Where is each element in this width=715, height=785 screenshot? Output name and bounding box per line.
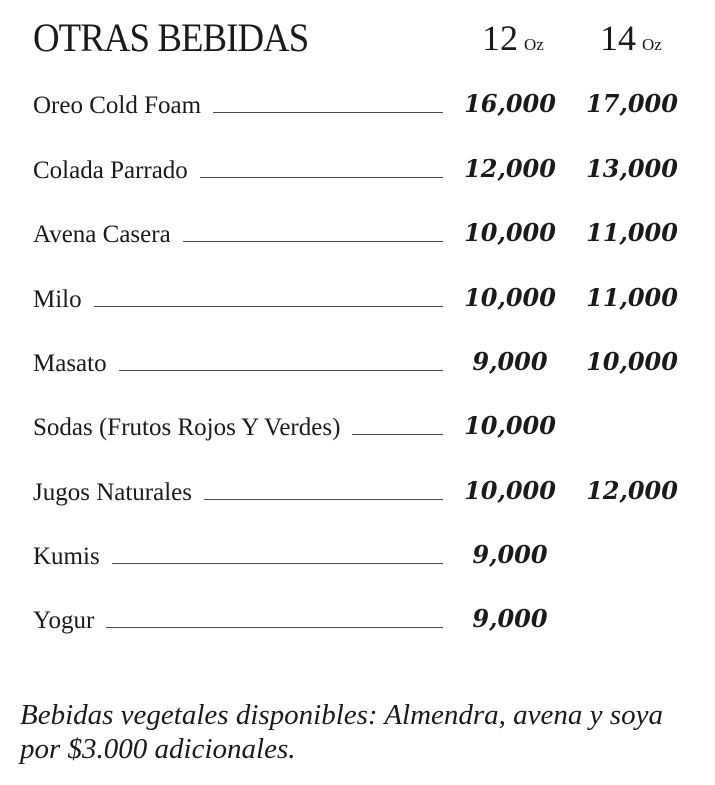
menu-row [0,219,715,259]
size-unit: Oz [642,35,662,54]
size-number: 14 [600,18,636,58]
footnote: Bebidas vegetales disponibles: Almendra, avena y soya por $3.000 adicionales. [20,699,663,765]
menu-row [0,90,715,130]
price-12oz: 9,000 [472,347,548,376]
menu-header [0,0,715,70]
menu-row [0,412,715,452]
price-12oz: 10,000 [464,411,556,440]
menu-row [0,477,715,517]
size-header-12oz [482,18,544,65]
menu-title: OTRAS BEBIDAS [33,15,309,60]
size-unit: Oz [524,35,544,54]
size-number: 12 [482,18,518,58]
price-12oz: 10,000 [464,218,556,247]
item-name: Kumis [33,541,112,573]
price-14oz: 10,000 [586,347,678,376]
price-14oz: 17,000 [586,89,678,118]
menu-row [0,155,715,195]
item-name: Jugos Naturales [33,477,204,509]
menu-row [0,284,715,324]
price-14oz: 12,000 [586,476,678,505]
price-14oz: 11,000 [586,218,678,247]
menu-row [0,541,715,581]
item-name: Yogur [33,605,106,637]
menu-row [0,605,715,645]
price-12oz: 12,000 [464,154,556,183]
price-12oz: 9,000 [472,540,548,569]
item-name: Milo [33,284,94,316]
item-name: Oreo Cold Foam [33,90,213,122]
price-14oz: 13,000 [586,154,678,183]
price-12oz: 16,000 [464,89,556,118]
size-header-14oz [600,18,662,65]
item-name: Masato [33,348,119,380]
item-name: Colada Parrado [33,155,200,187]
price-12oz: 9,000 [472,604,548,633]
item-name: Sodas (Frutos Rojos Y Verdes) [33,412,352,444]
leader-line [33,306,443,307]
item-name: Avena Casera [33,219,183,251]
price-12oz: 10,000 [464,476,556,505]
menu-row [0,348,715,388]
price-14oz: 11,000 [586,283,678,312]
price-12oz: 10,000 [464,283,556,312]
